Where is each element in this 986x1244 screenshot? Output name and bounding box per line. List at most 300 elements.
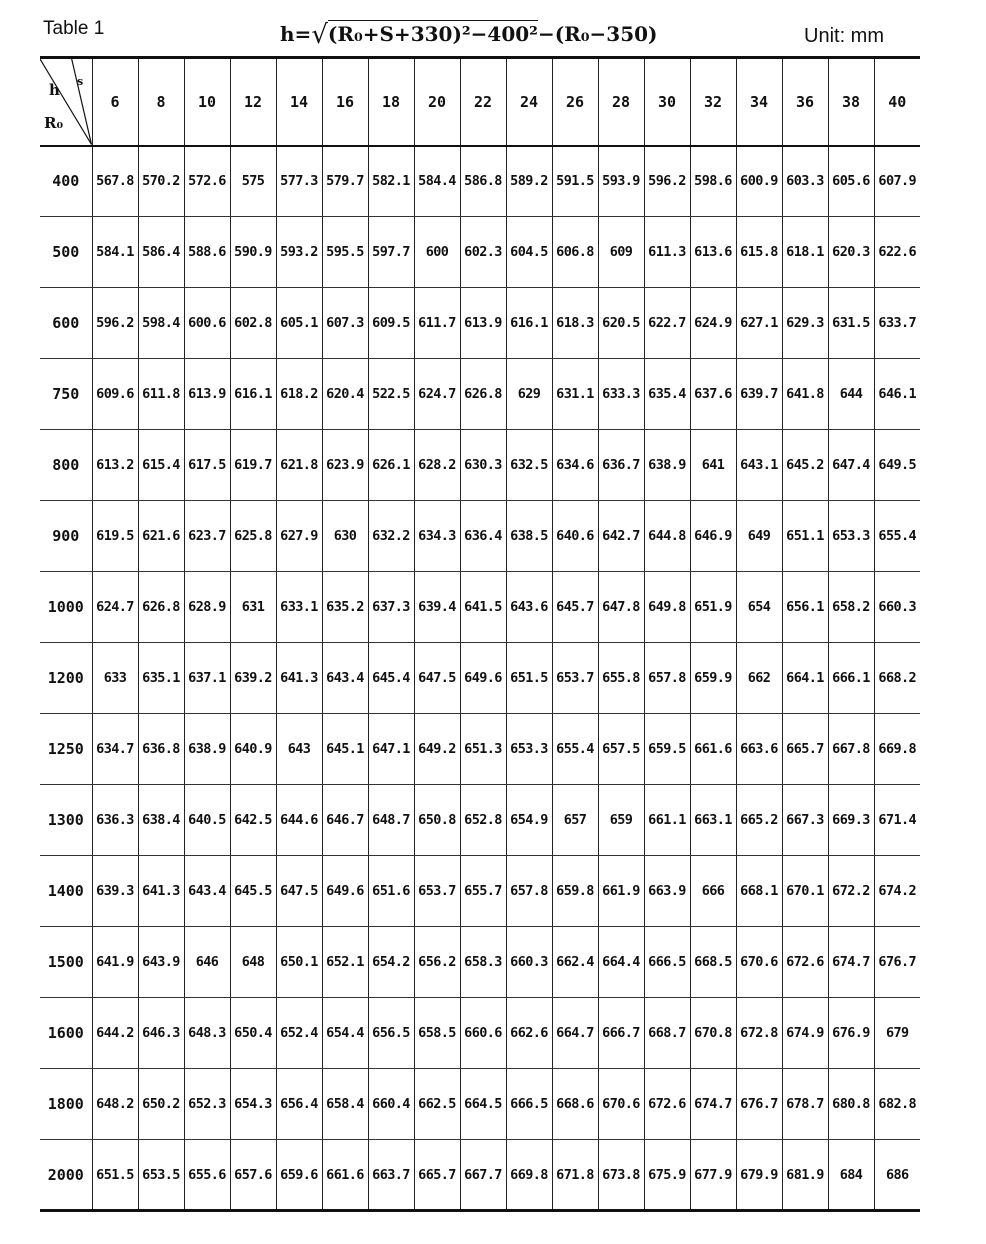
value-cell: 657.8 (644, 643, 690, 714)
value-cell: 621.8 (276, 430, 322, 501)
value-cell: 616.1 (230, 359, 276, 430)
value-cell: 667.7 (460, 1140, 506, 1211)
value-cell: 637.3 (368, 572, 414, 643)
value-cell: 615.8 (736, 217, 782, 288)
value-cell: 602.8 (230, 288, 276, 359)
value-cell: 661.6 (690, 714, 736, 785)
table-body (40, 146, 920, 1211)
value-cell: 643.1 (736, 430, 782, 501)
value-cell: 636.3 (92, 785, 138, 856)
value-cell: 645.5 (230, 856, 276, 927)
value-cell: 624.7 (92, 572, 138, 643)
value-cell: 657.8 (506, 856, 552, 927)
value-cell: 665.7 (414, 1140, 460, 1211)
value-cell: 663.9 (644, 856, 690, 927)
value-cell: 636.8 (138, 714, 184, 785)
value-cell: 660.3 (874, 572, 920, 643)
r0-label-cell: 1600 (40, 998, 92, 1069)
value-cell: 638.9 (184, 714, 230, 785)
value-cell: 676.9 (828, 998, 874, 1069)
value-cell: 606.8 (552, 217, 598, 288)
r0-label-cell: 1200 (40, 643, 92, 714)
value-cell: 588.6 (184, 217, 230, 288)
table-row (40, 288, 920, 359)
value-cell: 640.9 (230, 714, 276, 785)
value-cell: 522.5 (368, 359, 414, 430)
value-cell: 670.1 (782, 856, 828, 927)
value-cell: 659.5 (644, 714, 690, 785)
table-row (40, 501, 920, 572)
value-cell: 643.4 (184, 856, 230, 927)
value-cell: 661.9 (598, 856, 644, 927)
r0-label-cell: 400 (40, 146, 92, 217)
corner-r0-label: R₀ (44, 114, 64, 132)
value-cell: 668.2 (874, 643, 920, 714)
value-cell: 657.5 (598, 714, 644, 785)
value-cell: 640.5 (184, 785, 230, 856)
value-cell: 666.1 (828, 643, 874, 714)
s-header-cell: 20 (414, 58, 460, 146)
value-cell: 572.6 (184, 146, 230, 217)
table-row (40, 714, 920, 785)
value-cell: 662 (736, 643, 782, 714)
value-cell: 668.6 (552, 1069, 598, 1140)
value-cell: 686 (874, 1140, 920, 1211)
s-header-cell: 36 (782, 58, 828, 146)
value-cell: 671.4 (874, 785, 920, 856)
data-table (40, 56, 920, 1212)
value-cell: 633 (92, 643, 138, 714)
value-cell: 655.4 (874, 501, 920, 572)
value-cell: 673.8 (598, 1140, 644, 1211)
value-cell: 654.3 (230, 1069, 276, 1140)
value-cell: 645.2 (782, 430, 828, 501)
value-cell: 672.8 (736, 998, 782, 1069)
value-cell: 663.6 (736, 714, 782, 785)
r0-label-cell: 1800 (40, 1069, 92, 1140)
r0-label-cell: 600 (40, 288, 92, 359)
value-cell: 684 (828, 1140, 874, 1211)
value-cell: 662.5 (414, 1069, 460, 1140)
value-cell: 600.9 (736, 146, 782, 217)
r0-label-cell: 900 (40, 501, 92, 572)
value-cell: 666.7 (598, 998, 644, 1069)
value-cell: 609 (598, 217, 644, 288)
value-cell: 641.3 (138, 856, 184, 927)
value-cell: 650.2 (138, 1069, 184, 1140)
value-cell: 660.4 (368, 1069, 414, 1140)
value-cell: 652.4 (276, 998, 322, 1069)
table-row (40, 643, 920, 714)
value-cell: 660.6 (460, 998, 506, 1069)
value-cell: 641.8 (782, 359, 828, 430)
value-cell: 637.1 (184, 643, 230, 714)
table-row (40, 1140, 920, 1211)
value-cell: 618.3 (552, 288, 598, 359)
value-cell: 641 (690, 430, 736, 501)
value-cell: 643 (276, 714, 322, 785)
value-cell: 644.6 (276, 785, 322, 856)
value-cell: 660.3 (506, 927, 552, 998)
r0-label-cell: 1500 (40, 927, 92, 998)
value-cell: 613.9 (460, 288, 506, 359)
value-cell: 596.2 (644, 146, 690, 217)
value-cell: 649.8 (644, 572, 690, 643)
value-cell: 609.6 (92, 359, 138, 430)
value-cell: 593.9 (598, 146, 644, 217)
value-cell: 659.8 (552, 856, 598, 927)
value-cell: 584.4 (414, 146, 460, 217)
value-cell: 589.2 (506, 146, 552, 217)
value-cell: 646.3 (138, 998, 184, 1069)
value-cell: 607.9 (874, 146, 920, 217)
value-cell: 595.5 (322, 217, 368, 288)
value-cell: 649.5 (874, 430, 920, 501)
table-row (40, 927, 920, 998)
value-cell: 623.9 (322, 430, 368, 501)
value-cell: 664.5 (460, 1069, 506, 1140)
value-cell: 651.6 (368, 856, 414, 927)
value-cell: 645.1 (322, 714, 368, 785)
r0-label-cell: 1000 (40, 572, 92, 643)
value-cell: 647.1 (368, 714, 414, 785)
s-header-cell: 22 (460, 58, 506, 146)
value-cell: 654 (736, 572, 782, 643)
value-cell: 657 (552, 785, 598, 856)
corner-cell (40, 58, 92, 146)
value-cell: 652.1 (322, 927, 368, 998)
table-caption: Table 1 (43, 18, 105, 39)
value-cell: 658.5 (414, 998, 460, 1069)
value-cell: 672.2 (828, 856, 874, 927)
value-cell: 669.8 (506, 1140, 552, 1211)
value-cell: 618.1 (782, 217, 828, 288)
value-cell: 667.3 (782, 785, 828, 856)
value-cell: 605.1 (276, 288, 322, 359)
value-cell: 668.1 (736, 856, 782, 927)
value-cell: 605.6 (828, 146, 874, 217)
value-cell: 670.6 (736, 927, 782, 998)
value-cell: 611.3 (644, 217, 690, 288)
value-cell: 626.8 (460, 359, 506, 430)
s-header-cell: 8 (138, 58, 184, 146)
value-cell: 604.5 (506, 217, 552, 288)
value-cell: 656.1 (782, 572, 828, 643)
value-cell: 656.2 (414, 927, 460, 998)
value-cell: 651.5 (92, 1140, 138, 1211)
value-cell: 654.2 (368, 927, 414, 998)
table-row (40, 146, 920, 217)
value-cell: 641.3 (276, 643, 322, 714)
value-cell: 630.3 (460, 430, 506, 501)
value-cell: 662.6 (506, 998, 552, 1069)
s-header-cell: 38 (828, 58, 874, 146)
value-cell: 654.9 (506, 785, 552, 856)
value-cell: 658.3 (460, 927, 506, 998)
value-cell: 631.5 (828, 288, 874, 359)
value-cell: 613.6 (690, 217, 736, 288)
value-cell: 639.7 (736, 359, 782, 430)
value-cell: 618.2 (276, 359, 322, 430)
value-cell: 622.7 (644, 288, 690, 359)
value-cell: 639.2 (230, 643, 276, 714)
value-cell: 650.1 (276, 927, 322, 998)
value-cell: 636.4 (460, 501, 506, 572)
value-cell: 646 (184, 927, 230, 998)
value-cell: 647.5 (276, 856, 322, 927)
r0-label-cell: 1400 (40, 856, 92, 927)
radical-sign: √ (311, 20, 328, 50)
value-cell: 664.7 (552, 998, 598, 1069)
formula-lhs: h= (280, 22, 312, 46)
value-cell: 663.7 (368, 1140, 414, 1211)
value-cell: 615.4 (138, 430, 184, 501)
value-cell: 664.1 (782, 643, 828, 714)
value-cell: 654.4 (322, 998, 368, 1069)
s-header-cell: 14 (276, 58, 322, 146)
value-cell: 653.7 (552, 643, 598, 714)
value-cell: 653.3 (828, 501, 874, 572)
value-cell: 635.2 (322, 572, 368, 643)
r0-label-cell: 1300 (40, 785, 92, 856)
value-cell: 665.2 (736, 785, 782, 856)
value-cell: 624.7 (414, 359, 460, 430)
value-cell: 590.9 (230, 217, 276, 288)
value-cell: 645.7 (552, 572, 598, 643)
formula (280, 18, 658, 48)
value-cell: 648 (230, 927, 276, 998)
value-cell: 625.8 (230, 501, 276, 572)
value-cell: 679 (874, 998, 920, 1069)
s-header-cell: 34 (736, 58, 782, 146)
value-cell: 669.3 (828, 785, 874, 856)
value-cell: 638.5 (506, 501, 552, 572)
value-cell: 674.7 (828, 927, 874, 998)
value-cell: 624.9 (690, 288, 736, 359)
value-cell: 665.7 (782, 714, 828, 785)
value-cell: 626.1 (368, 430, 414, 501)
value-cell: 634.3 (414, 501, 460, 572)
value-cell: 597.7 (368, 217, 414, 288)
value-cell: 600.6 (184, 288, 230, 359)
value-cell: 649.6 (460, 643, 506, 714)
value-cell: 638.9 (644, 430, 690, 501)
value-cell: 666.5 (506, 1069, 552, 1140)
value-cell: 641.9 (92, 927, 138, 998)
value-cell: 621.6 (138, 501, 184, 572)
value-cell: 645.4 (368, 643, 414, 714)
value-cell: 668.5 (690, 927, 736, 998)
value-cell: 658.2 (828, 572, 874, 643)
table-row (40, 1069, 920, 1140)
s-header-cell: 18 (368, 58, 414, 146)
value-cell: 664.4 (598, 927, 644, 998)
value-cell: 611.8 (138, 359, 184, 430)
s-header-cell: 24 (506, 58, 552, 146)
corner-h-label: h (49, 81, 60, 99)
value-cell: 623.7 (184, 501, 230, 572)
corner-s-label: s (77, 75, 84, 88)
value-cell: 659.9 (690, 643, 736, 714)
value-cell: 672.6 (644, 1069, 690, 1140)
value-cell: 579.7 (322, 146, 368, 217)
table-row (40, 572, 920, 643)
s-header-cell: 10 (184, 58, 230, 146)
value-cell: 671.8 (552, 1140, 598, 1211)
value-cell: 586.4 (138, 217, 184, 288)
value-cell: 639.3 (92, 856, 138, 927)
value-cell: 613.9 (184, 359, 230, 430)
value-cell: 643.4 (322, 643, 368, 714)
value-cell: 570.2 (138, 146, 184, 217)
value-cell: 630 (322, 501, 368, 572)
s-header-cell: 30 (644, 58, 690, 146)
formula-radicand: (R₀+S+330)²−400² (327, 22, 538, 46)
table-row (40, 998, 920, 1069)
unit-label: Unit: mm (804, 25, 884, 47)
value-cell: 648.2 (92, 1069, 138, 1140)
value-cell: 643.9 (138, 927, 184, 998)
value-cell: 649.6 (322, 856, 368, 927)
value-cell: 642.5 (230, 785, 276, 856)
value-cell: 627.1 (736, 288, 782, 359)
value-cell: 646.1 (874, 359, 920, 430)
table-row (40, 217, 920, 288)
value-cell: 635.4 (644, 359, 690, 430)
value-cell: 651.5 (506, 643, 552, 714)
value-cell: 634.6 (552, 430, 598, 501)
value-cell: 628.9 (184, 572, 230, 643)
r0-label-cell: 500 (40, 217, 92, 288)
value-cell: 633.3 (598, 359, 644, 430)
value-cell: 653.7 (414, 856, 460, 927)
value-cell: 661.6 (322, 1140, 368, 1211)
value-cell: 627.9 (276, 501, 322, 572)
value-cell: 651.1 (782, 501, 828, 572)
value-cell: 670.6 (598, 1069, 644, 1140)
value-cell: 593.2 (276, 217, 322, 288)
value-cell: 642.7 (598, 501, 644, 572)
value-cell: 620.3 (828, 217, 874, 288)
value-cell: 677.9 (690, 1140, 736, 1211)
value-cell: 659 (598, 785, 644, 856)
value-cell: 626.8 (138, 572, 184, 643)
value-cell: 668.7 (644, 998, 690, 1069)
value-cell: 649.2 (414, 714, 460, 785)
value-cell: 669.8 (874, 714, 920, 785)
value-cell: 644.8 (644, 501, 690, 572)
s-header-cell: 16 (322, 58, 368, 146)
s-header-cell: 28 (598, 58, 644, 146)
table-row (40, 359, 920, 430)
value-cell: 676.7 (874, 927, 920, 998)
value-cell: 641.5 (460, 572, 506, 643)
value-cell: 613.2 (92, 430, 138, 501)
value-cell: 647.4 (828, 430, 874, 501)
value-cell: 655.4 (552, 714, 598, 785)
value-cell: 658.4 (322, 1069, 368, 1140)
formula-tail: −(R₀−350) (537, 22, 658, 46)
value-cell: 616.1 (506, 288, 552, 359)
value-cell: 598.6 (690, 146, 736, 217)
value-cell: 632.5 (506, 430, 552, 501)
value-cell: 650.8 (414, 785, 460, 856)
value-cell: 633.7 (874, 288, 920, 359)
s-header-cell: 32 (690, 58, 736, 146)
value-cell: 575 (230, 146, 276, 217)
value-cell: 678.7 (782, 1069, 828, 1140)
value-cell: 631.1 (552, 359, 598, 430)
r0-label-cell: 2000 (40, 1140, 92, 1211)
value-cell: 661.1 (644, 785, 690, 856)
value-cell: 648.7 (368, 785, 414, 856)
s-header-cell: 26 (552, 58, 598, 146)
value-cell: 679.9 (736, 1140, 782, 1211)
value-cell: 655.7 (460, 856, 506, 927)
value-cell: 674.2 (874, 856, 920, 927)
table-row (40, 430, 920, 501)
value-cell: 607.3 (322, 288, 368, 359)
value-cell: 636.7 (598, 430, 644, 501)
value-cell: 584.1 (92, 217, 138, 288)
value-cell: 644.2 (92, 998, 138, 1069)
s-header-cell: 12 (230, 58, 276, 146)
header-row (40, 58, 920, 146)
value-cell: 591.5 (552, 146, 598, 217)
value-cell: 646.7 (322, 785, 368, 856)
value-cell: 639.4 (414, 572, 460, 643)
value-cell: 674.9 (782, 998, 828, 1069)
value-cell: 582.1 (368, 146, 414, 217)
value-cell: 640.6 (552, 501, 598, 572)
r0-label-cell: 750 (40, 359, 92, 430)
value-cell: 649 (736, 501, 782, 572)
value-cell: 629 (506, 359, 552, 430)
value-cell: 647.5 (414, 643, 460, 714)
value-cell: 670.8 (690, 998, 736, 1069)
value-cell: 680.8 (828, 1069, 874, 1140)
value-cell: 620.5 (598, 288, 644, 359)
value-cell: 619.5 (92, 501, 138, 572)
value-cell: 600 (414, 217, 460, 288)
value-cell: 643.6 (506, 572, 552, 643)
value-cell: 651.3 (460, 714, 506, 785)
value-cell: 567.8 (92, 146, 138, 217)
value-cell: 622.6 (874, 217, 920, 288)
value-cell: 644 (828, 359, 874, 430)
value-cell: 586.8 (460, 146, 506, 217)
value-cell: 656.4 (276, 1069, 322, 1140)
s-header-cell: 40 (874, 58, 920, 146)
value-cell: 617.5 (184, 430, 230, 501)
r0-label-cell: 800 (40, 430, 92, 501)
value-cell: 652.8 (460, 785, 506, 856)
value-cell: 647.8 (598, 572, 644, 643)
value-cell: 681.9 (782, 1140, 828, 1211)
value-cell: 676.7 (736, 1069, 782, 1140)
value-cell: 657.6 (230, 1140, 276, 1211)
value-cell: 656.5 (368, 998, 414, 1069)
s-header-cell: 6 (92, 58, 138, 146)
value-cell: 655.6 (184, 1140, 230, 1211)
value-cell: 577.3 (276, 146, 322, 217)
value-cell: 633.1 (276, 572, 322, 643)
value-cell: 663.1 (690, 785, 736, 856)
value-cell: 629.3 (782, 288, 828, 359)
value-cell: 675.9 (644, 1140, 690, 1211)
value-cell: 682.8 (874, 1069, 920, 1140)
value-cell: 666 (690, 856, 736, 927)
